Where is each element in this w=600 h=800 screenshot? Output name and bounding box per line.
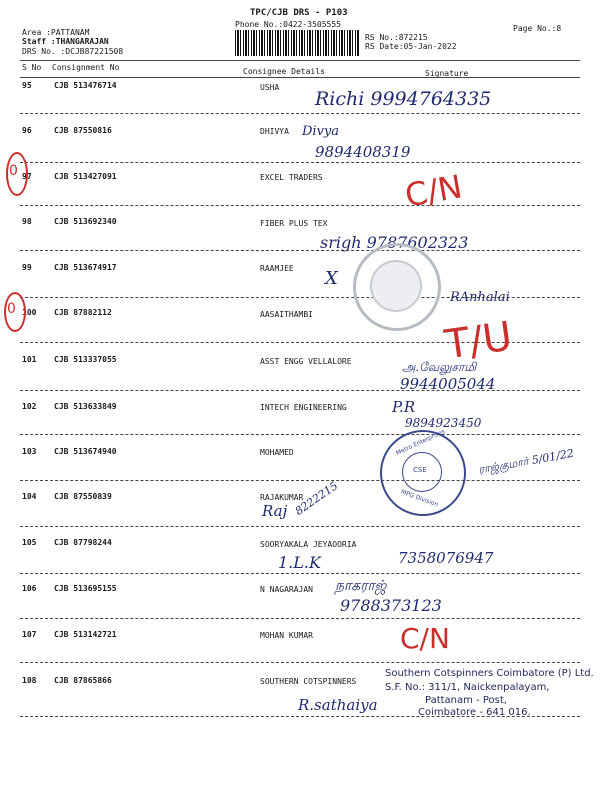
signature-101-name: அ.வேலுசாமி xyxy=(402,360,477,374)
row-divider xyxy=(20,162,580,163)
row-consignee: SOORYAKALA JEYAOORIA xyxy=(260,540,357,549)
signature-104-phone: 8222215 xyxy=(292,479,341,518)
row-sno: 107 xyxy=(22,630,37,639)
row-sno: 106 xyxy=(22,584,37,593)
col-consignment: Consignment No xyxy=(52,63,120,72)
signature-105-name: 1.L.K xyxy=(278,553,321,572)
phone-number: Phone No.:0422-3505555 xyxy=(235,20,341,29)
header-rule-top xyxy=(20,60,580,61)
row-consignment: CJB 513337055 xyxy=(54,355,117,364)
metro-stamp-bottom: MPG Division xyxy=(399,488,440,509)
row-consignment: CJB 513633849 xyxy=(54,402,117,411)
row-consignee: RAAMJEE xyxy=(260,264,294,273)
row-divider xyxy=(20,250,580,251)
row-sno: 98 xyxy=(22,217,32,226)
row-consignee: SOUTHERN COTSPINNERS xyxy=(260,677,357,686)
row-consignee: MOHAN KUMAR xyxy=(260,631,313,640)
row-divider xyxy=(20,390,580,391)
row-sno: 108 xyxy=(22,676,37,685)
row-consignee: N NAGARAJAN xyxy=(260,585,313,594)
row-consignment: CJB 513674940 xyxy=(54,447,117,456)
drs-number: DRS No. :DCJB87221508 xyxy=(22,47,124,56)
col-signature: Signature xyxy=(425,69,469,78)
row-consignee: USHA xyxy=(260,83,280,92)
row-consignee: EXCEL TRADERS xyxy=(260,173,323,182)
company-stamp-line3: Pattanam - Post, xyxy=(425,695,507,706)
company-stamp-line4: Coimbatore - 641 016. xyxy=(418,707,531,718)
page-number: Page No.:8 xyxy=(513,24,562,33)
company-stamp-line2: S.F. No.: 311/1, Naickenpalayam, xyxy=(385,682,550,693)
col-consignee: Consignee Details xyxy=(243,67,325,76)
row-consignment: CJB 513427091 xyxy=(54,172,117,181)
row-divider xyxy=(20,618,580,619)
row-consignment: CJB 87550816 xyxy=(54,126,112,135)
signature-96-name: Divya xyxy=(302,124,340,139)
row-consignment: CJB 87865866 xyxy=(54,676,112,685)
row-sno: 104 xyxy=(22,492,37,501)
red-circle-digit: 0 xyxy=(7,301,16,317)
row-divider xyxy=(20,113,580,114)
company-stamp-line1: Southern Cotspinners Coimbatore (P) Ltd. xyxy=(385,668,594,679)
row-consignment: CJB 513476714 xyxy=(54,81,117,90)
signature-100: RAnhalai xyxy=(450,290,510,305)
row-divider xyxy=(20,434,580,435)
row-consignment: CJB 87882112 xyxy=(54,308,112,317)
row-sno: 95 xyxy=(22,81,32,90)
row-sno: 102 xyxy=(22,402,37,411)
row-consignee: FIBER PLUS TEX xyxy=(260,219,328,228)
metro-stamp-center: CSE xyxy=(413,466,427,474)
staff-label: Staff :THANGARAJAN xyxy=(22,37,109,46)
faded-seal xyxy=(353,243,441,331)
signature-103: ராஜ்குமார் 5/01/22 xyxy=(477,446,575,477)
signature-108: R.sathaiya xyxy=(298,696,378,714)
signature-96-phone: 9894408319 xyxy=(315,143,411,161)
row-consignee: AASAITHAMBI xyxy=(260,310,313,319)
rs-number: RS No.:872215 xyxy=(365,33,428,42)
cn-mark-97: C/N xyxy=(402,167,465,215)
signature-106-phone: 9788373123 xyxy=(340,596,442,615)
red-circle-digit: 0 xyxy=(9,163,18,179)
cn-mark-107: C/N xyxy=(400,622,450,655)
metro-stamp-top: Metro Enterprises xyxy=(395,428,447,457)
row-consignment: CJB 87550839 xyxy=(54,492,112,501)
signature-95: Richi 9994764335 xyxy=(315,88,492,110)
row-sno: 103 xyxy=(22,447,37,456)
row-sno: 97 xyxy=(22,172,32,181)
header-rule-bottom xyxy=(20,77,580,78)
row-consignment: CJB 513692340 xyxy=(54,217,117,226)
signature-104-name: Raj xyxy=(262,502,288,520)
row-divider xyxy=(20,573,580,574)
tu-mark-100: T/U xyxy=(442,313,516,369)
signature-101-phone: 9944005044 xyxy=(400,375,496,393)
row-sno: 99 xyxy=(22,263,32,272)
row-consignment: CJB 513695155 xyxy=(54,584,117,593)
row-divider xyxy=(20,526,580,527)
signature-99-mark: X xyxy=(325,268,338,289)
rs-date: RS Date:05-Jan-2022 xyxy=(365,42,457,51)
col-sno: S No xyxy=(22,63,42,72)
metro-enterprises-stamp xyxy=(380,430,466,516)
row-sno: 100 xyxy=(22,308,37,317)
barcode xyxy=(235,30,360,56)
signature-102-phone: 9894923450 xyxy=(405,416,482,430)
row-consignee: MOHAMED xyxy=(260,448,294,457)
row-sno: 105 xyxy=(22,538,37,547)
row-consignment: CJB 513142721 xyxy=(54,630,117,639)
area-label: Area :PATTANAM xyxy=(22,28,90,37)
row-consignee: RAJAKUMAR xyxy=(260,493,304,502)
row-consignment: CJB 513674917 xyxy=(54,263,117,272)
signature-105-phone: 7358076947 xyxy=(398,549,494,567)
row-consignment: CJB 87798244 xyxy=(54,538,112,547)
signature-106-name: நாகராஜ் xyxy=(335,578,387,594)
signature-102-name: P.R xyxy=(392,398,416,416)
row-divider xyxy=(20,205,580,206)
row-sno: 101 xyxy=(22,355,37,364)
row-consignee: ASST ENGG VELLALORE xyxy=(260,357,352,366)
signature-98: srigh 9787602323 xyxy=(320,233,469,252)
row-consignee: DHIVYA xyxy=(260,127,289,136)
row-divider xyxy=(20,662,580,663)
drs-title: TPC/CJB DRS - P103 xyxy=(250,8,348,18)
row-divider xyxy=(20,480,580,481)
row-consignee: INTECH ENGINEERING xyxy=(260,403,347,412)
row-sno: 96 xyxy=(22,126,32,135)
